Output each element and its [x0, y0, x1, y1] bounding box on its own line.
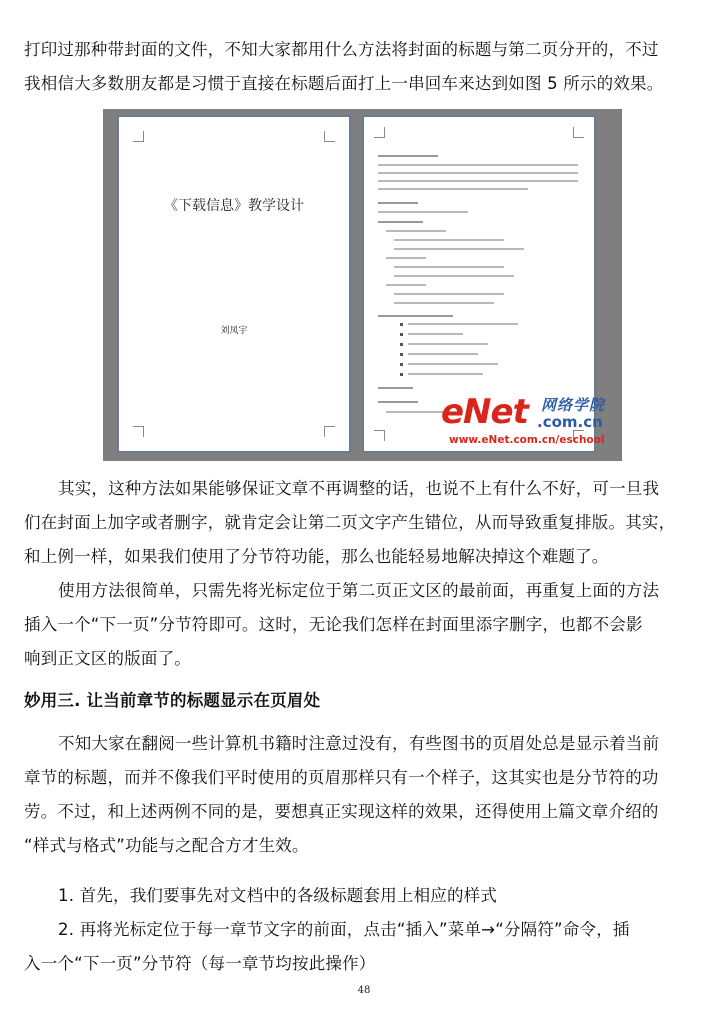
text-placeholder-line — [394, 266, 504, 268]
text-placeholder-line — [408, 333, 463, 335]
logo-url: www.eNet.com.cn/eschool — [449, 434, 605, 446]
text-line: 入一个“下一页”分节符（每一章节均按此操作） — [24, 954, 376, 973]
text-placeholder-line — [378, 387, 413, 389]
crop-mark — [133, 131, 144, 142]
text-placeholder-line — [378, 164, 578, 166]
text-placeholder-line — [408, 343, 488, 345]
text-line: 响到正文区的版面了。 — [24, 649, 191, 668]
logo-brand: eNet — [441, 392, 528, 432]
text-line: 章节的标题，而并不像我们平时使用的页眉那样只有一个样子，这其实也是分节符的功 — [24, 768, 659, 787]
text-placeholder-line — [378, 180, 578, 182]
text-line: 们在封面上加字或者删字，就肯定会让第二页文字产生错位，从而导致重复排版。其实， — [24, 513, 676, 532]
text-line: 和上例一样，如果我们使用了分节符功能，那么也能轻易地解决掉这个难题了。 — [24, 547, 609, 566]
text-placeholder-line — [386, 257, 426, 259]
bullet — [400, 333, 403, 336]
crop-mark — [573, 127, 584, 138]
crop-mark — [324, 426, 335, 437]
text-placeholder-line — [408, 323, 518, 325]
step-1 — [24, 879, 704, 913]
logo-domain: .com.cn — [537, 413, 603, 431]
text-placeholder-line — [378, 202, 418, 204]
text-placeholder-line — [408, 353, 478, 355]
cover-title: 《下载信息》教学设计 — [164, 198, 304, 214]
text-line: 劳。不过，和上述两例不同的是，要想真正实现这样的效果，还得使用上篇文章介绍的 — [24, 802, 659, 821]
text-line: 1. 首先，我们要事先对文档中的各级标题套用上相应的样式 — [58, 886, 498, 905]
text-placeholder-line — [394, 239, 504, 241]
bullet — [400, 323, 403, 326]
text-line: 不知大家在翻阅一些计算机书籍时注意过没有，有些图书的页眉处总是显示着当前 — [58, 734, 660, 753]
text-line: 我相信大多数朋友都是习惯于直接在标题后面打上一串回车来达到如图 5 所示的效果。 — [24, 74, 664, 93]
text-placeholder-line — [378, 172, 578, 174]
text-line: 插入一个“下一页”分节符即可。这时，无论我们怎样在封面里添字删字，也都不会影 — [24, 615, 643, 634]
text-placeholder-line — [386, 230, 446, 232]
crop-mark — [374, 127, 385, 138]
paragraph-3 — [24, 727, 704, 863]
section-heading: 妙用三. 让当前章节的标题显示在页眉处 — [24, 691, 321, 710]
text-placeholder-line — [378, 315, 453, 317]
bullet — [400, 343, 403, 346]
text-line: 2. 再将光标定位于每一章节文字的前面，点击“插入”菜单→“分隔符”命令，插 — [58, 920, 630, 939]
text-placeholder-line — [378, 211, 468, 213]
text-placeholder-line — [394, 248, 524, 250]
text-placeholder-line — [394, 293, 504, 295]
paragraph-1 — [24, 472, 704, 574]
bullet — [400, 363, 403, 366]
text-placeholder-line — [408, 363, 498, 365]
text-placeholder-line — [394, 302, 494, 304]
text-placeholder-line — [378, 155, 438, 157]
text-line: 使用方法很简单，只需先将光标定位于第二页正文区的最前面，再重复上面的方法 — [58, 581, 660, 600]
crop-mark — [374, 430, 385, 441]
cover-page — [117, 115, 351, 453]
intro-paragraph — [24, 33, 704, 101]
logo-brand-cn: 网络学院 — [541, 396, 606, 414]
text-line: 其实，这种方法如果能够保证文章不再调整的话，也说不上有什么不好，可一旦我 — [58, 479, 660, 498]
figure-5-screenshot — [103, 109, 622, 461]
text-line: “样式与格式”功能与之配合方才生效。 — [24, 836, 309, 855]
text-placeholder-line — [386, 284, 426, 286]
enet-watermark-logo — [441, 390, 621, 452]
text-placeholder-line — [378, 188, 528, 190]
bullet — [400, 373, 403, 376]
text-placeholder-line — [408, 373, 483, 375]
text-placeholder-line — [378, 221, 423, 223]
text-line: 打印过那种带封面的文件，不知大家都用什么方法将封面的标题与第二页分开的，不过 — [24, 40, 659, 59]
crop-mark — [133, 426, 144, 437]
bullet — [400, 353, 403, 356]
text-placeholder-line — [378, 401, 418, 403]
paragraph-2 — [24, 574, 704, 676]
page-number: 48 — [357, 985, 371, 996]
cover-author: 刘凤宇 — [220, 326, 248, 336]
step-2 — [24, 913, 704, 981]
crop-mark — [324, 131, 335, 142]
text-placeholder-line — [394, 275, 514, 277]
